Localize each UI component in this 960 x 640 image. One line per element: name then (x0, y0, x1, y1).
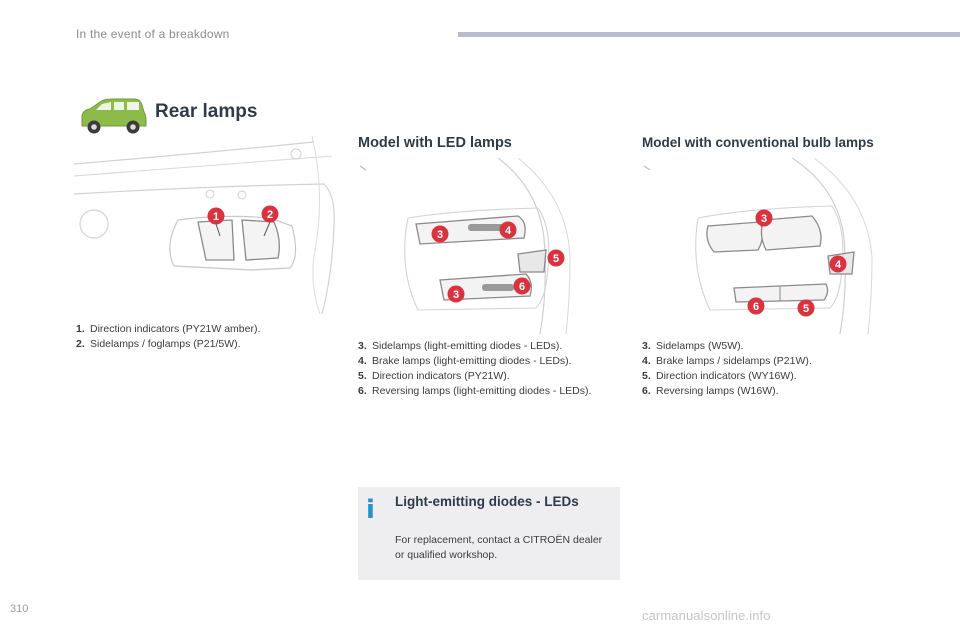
legend-item (642, 384, 872, 399)
svg-text:2: 2 (266, 209, 274, 221)
legend-text: Sidelamps / foglamps (P21/5W). (90, 338, 241, 350)
page-number: 310 (10, 603, 29, 615)
conventional-model-title: Model with conventional bulb lamps (642, 135, 874, 150)
watermark: carmanualsonline.info (642, 608, 771, 623)
page-section-header: In the event of a breakdown (76, 27, 230, 41)
legend-number: 4. (358, 355, 367, 367)
legend-item (358, 369, 620, 384)
legend-item (358, 339, 620, 354)
bumper-lamps-illustration (74, 136, 336, 314)
legend-item (358, 384, 620, 399)
svg-text:4: 4 (834, 259, 842, 271)
callout-4-led (500, 222, 517, 239)
callout-3-led-lower (448, 286, 465, 303)
callout-3-led-upper (432, 226, 449, 243)
legend-number: 3. (358, 340, 367, 352)
legend-number: 3. (642, 340, 651, 352)
bumper-lamps-legend (76, 322, 326, 352)
svg-text:4: 4 (504, 225, 512, 237)
svg-text:3: 3 (452, 289, 460, 301)
legend-item (642, 354, 872, 369)
legend-text: Direction indicators (PY21W). (372, 370, 510, 382)
info-text: For replacement, contact a CITROËN dealer or qualified workshop. (395, 534, 603, 561)
led-lamps-legend (358, 339, 620, 399)
legend-text: Sidelamps (W5W). (656, 340, 744, 352)
legend-number: 2. (76, 338, 85, 350)
legend-number: 6. (358, 385, 367, 397)
legend-text: Direction indicators (WY16W). (656, 370, 797, 382)
svg-text:3: 3 (436, 229, 444, 241)
legend-item (642, 369, 872, 384)
callout-5-conv (798, 300, 815, 317)
legend-item (358, 354, 620, 369)
conventional-lamps-legend (642, 339, 872, 399)
section-title: Rear lamps (155, 101, 258, 122)
legend-number: 5. (642, 370, 651, 382)
callout-1 (208, 208, 225, 225)
legend-item (76, 337, 326, 352)
callout-6-led (514, 278, 531, 295)
legend-number: 5. (358, 370, 367, 382)
svg-text:6: 6 (752, 301, 760, 313)
svg-text:1: 1 (212, 211, 220, 223)
info-icon: i (366, 495, 375, 525)
car-icon (76, 96, 148, 136)
legend-text: Direction indicators (PY21W amber). (90, 323, 261, 335)
svg-text:5: 5 (552, 253, 560, 265)
info-box (358, 487, 620, 580)
callout-6-conv (748, 298, 765, 315)
callout-2 (262, 206, 279, 223)
led-model-title: Model with LED lamps (358, 135, 512, 151)
conventional-lamps-illustration (642, 158, 878, 334)
legend-item (642, 339, 872, 354)
callout-3-conv (756, 210, 773, 227)
led-lamps-illustration (358, 158, 578, 334)
legend-text: Reversing lamps (W16W). (656, 385, 779, 397)
legend-text: Reversing lamps (light-emitting diodes - LEDs). (372, 385, 592, 397)
info-title: Light-emitting diodes - LEDs (395, 494, 579, 509)
header-bar (458, 32, 960, 37)
legend-text: Brake lamps / sidelamps (P21W). (656, 355, 812, 367)
svg-text:6: 6 (518, 281, 526, 293)
legend-number: 4. (642, 355, 651, 367)
callout-4-conv (830, 256, 847, 273)
legend-number: 6. (642, 385, 651, 397)
legend-item (76, 322, 326, 337)
legend-text: Brake lamps (light-emitting diodes - LEDs). (372, 355, 572, 367)
legend-text: Sidelamps (light-emitting diodes - LEDs). (372, 340, 563, 352)
callout-5-led (548, 250, 565, 267)
svg-text:5: 5 (802, 303, 810, 315)
svg-text:3: 3 (760, 213, 768, 225)
legend-number: 1. (76, 323, 85, 335)
